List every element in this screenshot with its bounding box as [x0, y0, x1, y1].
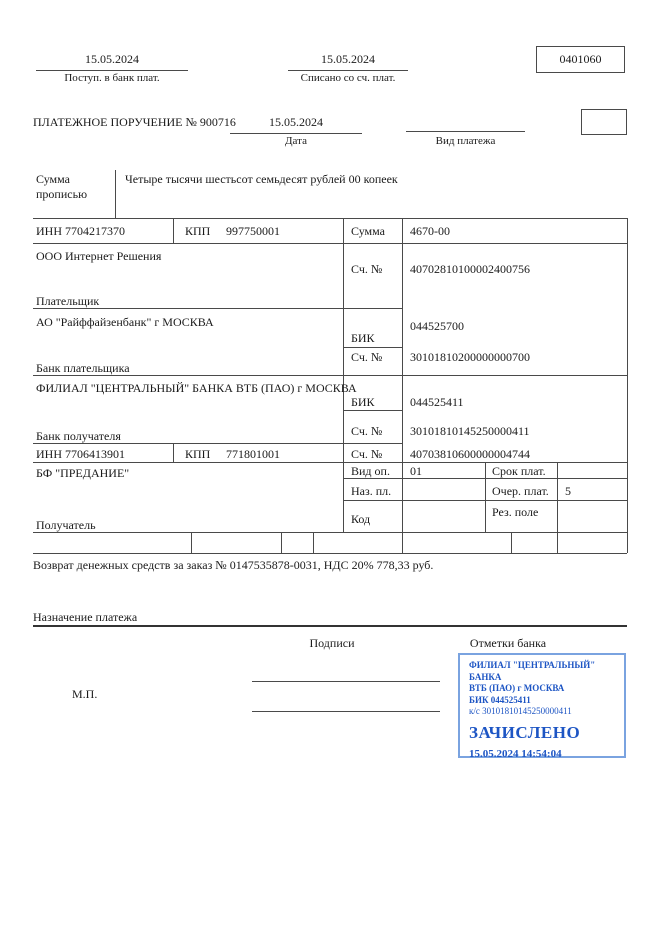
payer-bank-name: АО "Райффайзенбанк" г МОСКВА — [36, 315, 214, 329]
payee-bank-caption: Банк получателя — [36, 429, 121, 443]
payer-kpp-label: КПП — [185, 224, 211, 238]
payer-kpp: 997750001 — [226, 224, 280, 238]
payee-bank-name: ФИЛИАЛ "ЦЕНТРАЛЬНЫЙ" БАНКА ВТБ (ПАО) г МОСКВА — [36, 381, 357, 395]
payee-caption: Получатель — [36, 518, 96, 532]
amount-words-divider — [115, 170, 116, 218]
payment-type-label: Вид платежа — [435, 135, 496, 147]
payer-caption: Плательщик — [36, 294, 100, 308]
ocher-plat-label: Очер. плат. — [492, 484, 549, 498]
mp-label: М.П. — [72, 687, 98, 701]
table-line — [33, 218, 627, 219]
table-line — [557, 462, 558, 532]
naz-pl-label: Наз. пл. — [351, 484, 392, 498]
document-title: ПЛАТЕЖНОЕ ПОРУЧЕНИЕ № 900716 — [33, 115, 236, 129]
received-date-label: Поступ. в банк плат. — [64, 72, 160, 84]
payer-bank-account-label: Сч. № — [351, 350, 383, 364]
payee-account-label: Сч. № — [351, 447, 383, 461]
table-line — [557, 532, 558, 553]
payer-inn: ИНН 7704217370 — [36, 224, 125, 238]
form-code-box: 0401060 — [536, 46, 625, 73]
payee-bank-account-label: Сч. № — [351, 424, 383, 438]
payer-account: 40702810100002400756 — [410, 262, 530, 276]
table-line — [402, 532, 403, 553]
table-line — [281, 532, 282, 553]
document-date: 15.05.2024 — [230, 115, 362, 134]
received-date: 15.05.2024 — [36, 52, 188, 71]
payer-bank-account: 30101810200000000700 — [410, 350, 530, 364]
kod-label: Код — [351, 512, 371, 526]
rez-pole-label: Рез. поле — [492, 505, 539, 519]
table-line — [343, 347, 402, 348]
table-line — [33, 553, 627, 554]
bank-stamp — [458, 653, 626, 758]
payment-type-underline — [406, 131, 525, 132]
payee-bank-account: 30101810145250000411 — [410, 424, 530, 438]
table-line — [191, 532, 192, 553]
amount-in-words: Четыре тысячи шестьсот семьдесят рублей 00 копеек — [125, 172, 398, 186]
table-line — [343, 410, 402, 411]
stamp-corr-account: к/с 30101810145250000411 — [469, 706, 572, 716]
debited-date: 15.05.2024 — [288, 52, 408, 71]
table-line — [627, 218, 628, 553]
table-line — [173, 218, 174, 243]
stamp-bank-name-line-2: ВТБ (ПАО) г МОСКВА — [469, 683, 565, 693]
bank-marks-label: Отметки банка — [469, 636, 547, 650]
signature-line-2 — [252, 711, 440, 712]
table-line — [33, 243, 627, 244]
table-line — [511, 532, 512, 553]
payee-bank-bik-label: БИК — [351, 395, 375, 409]
debited-date-label: Списано со сч. плат. — [300, 72, 396, 84]
sum-label: Сумма — [351, 224, 385, 238]
signature-line-1 — [252, 681, 440, 682]
amount-words-label-2: прописью — [36, 187, 88, 201]
payer-account-label: Сч. № — [351, 262, 383, 276]
payee-kpp-label: КПП — [185, 447, 211, 461]
stamp-bik: БИК 044525411 — [469, 694, 531, 705]
sum-value: 4670-00 — [410, 224, 450, 238]
payee-kpp: 771801001 — [226, 447, 280, 461]
vid-op-value: 01 — [410, 464, 422, 478]
srok-plat-label: Срок плат. — [492, 464, 546, 478]
stamp-status: ЗАЧИСЛЕНО — [469, 722, 581, 742]
table-line — [313, 532, 314, 553]
stamp-bank-name-line-1: ФИЛИАЛ "ЦЕНТРАЛЬНЫЙ" БАНКА — [469, 660, 596, 682]
table-line — [33, 462, 627, 463]
payer-bank-caption: Банк плательщика — [36, 361, 130, 375]
payer-name: ООО Интернет Решения — [36, 249, 162, 263]
table-line — [173, 443, 174, 462]
table-line — [402, 218, 403, 532]
payer-bank-bik-label: БИК — [351, 331, 375, 345]
ocher-plat-value: 5 — [565, 484, 571, 498]
payment-type-box — [581, 109, 627, 135]
signatures-label: Подписи — [309, 636, 355, 650]
payee-inn: ИНН 7706413901 — [36, 447, 125, 461]
payee-account: 40703810600000004744 — [410, 447, 530, 461]
payee-name: БФ "ПРЕДАНИЕ" — [36, 466, 130, 480]
date-label: Дата — [285, 135, 307, 147]
amount-words-label-1: Сумма — [36, 172, 70, 186]
table-line — [33, 532, 627, 533]
stamp-datetime: 15.05.2024 14:54:04 — [469, 747, 562, 760]
payment-purpose-caption: Назначение платежа — [33, 610, 138, 624]
payee-bank-bik: 044525411 — [410, 395, 464, 409]
table-line — [343, 218, 344, 532]
payment-purpose-text: Возврат денежных средств за заказ № 0147535878-0031, НДС 20% 778,33 руб. — [33, 558, 434, 572]
table-line — [485, 462, 486, 532]
vid-op-label: Вид оп. — [351, 464, 390, 478]
purpose-underline — [33, 625, 627, 627]
payer-bank-bik: 044525700 — [410, 319, 464, 333]
